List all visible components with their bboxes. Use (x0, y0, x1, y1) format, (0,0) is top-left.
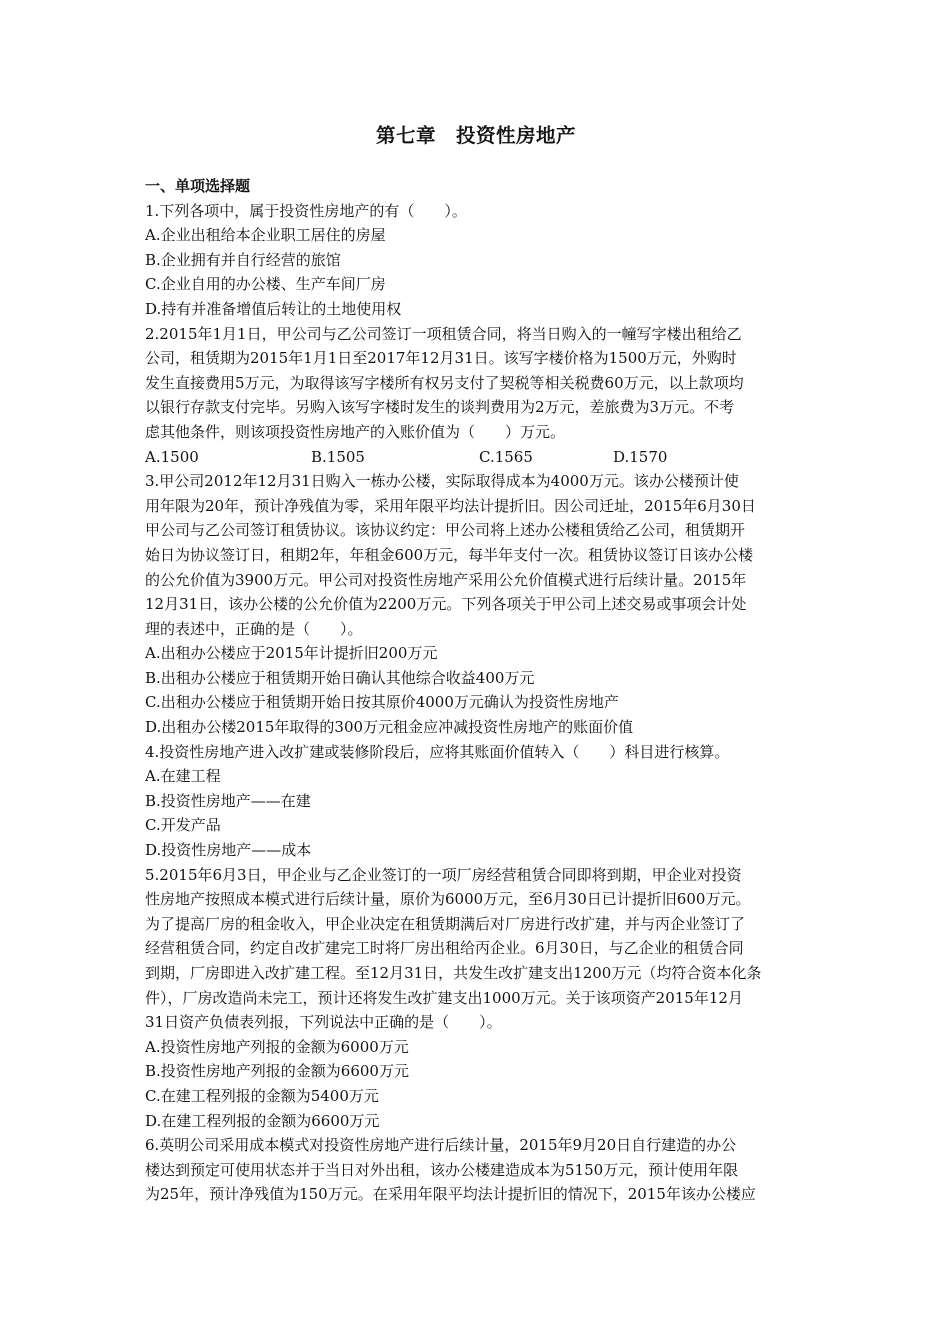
question-stem-line: 用年限为20年，预计净残值为零，采用年限平均法计提折旧。因公司迁址，2015年6月30日 (145, 496, 756, 515)
option-b: B.投资性房地产列报的金额为6600万元 (145, 1062, 409, 1081)
question-2 (145, 322, 807, 470)
question-3 (145, 469, 807, 740)
section-heading: 一、单项选择题 (145, 177, 251, 195)
question-stem-line: 虑其他条件，则该项投资性房地产的入账价值为（ ）万元。 (145, 422, 566, 441)
option-b: B.1505 (311, 447, 365, 466)
question-5 (145, 863, 807, 1134)
option-a: A.在建工程 (145, 767, 221, 786)
question-1 (145, 199, 807, 322)
question-stem-line: 公司，租赁期为2015年1月1日至2017年12月31日。该写字楼价格为1500万元，外购时 (145, 349, 737, 368)
question-stem-line: 2.2015年1月1日，甲公司与乙公司签订一项租赁合同，将当日购入的一幢写字楼出租给乙 (145, 324, 742, 343)
question-stem-line: 31日资产负债表列报，下列说法中正确的是（ ）。 (145, 1013, 502, 1032)
option-a: A.企业出租给本企业职工居住的房屋 (145, 226, 386, 245)
question-stem-line: 楼达到预定可使用状态并于当日对外出租，该办公楼建造成本为5150万元，预计使用年限 (145, 1160, 739, 1179)
option-d: D.1570 (613, 447, 668, 466)
option-c: C.出租办公楼应于租赁期开始日按其原价4000万元确认为投资性房地产 (145, 693, 619, 712)
question-stem-line: 6.英明公司采用成本模式对投资性房地产进行后续计量，2015年9月20日自行建造的办公 (145, 1136, 737, 1155)
option-d: D.在建工程列报的金额为6600万元 (145, 1111, 380, 1130)
option-b: B.出租办公楼应于租赁期开始日确认其他综合收益400万元 (145, 668, 535, 687)
question-stem-line: 性房地产按照成本模式进行后续计量，原价为6000万元，至6月30日已计提折旧600万元。 (145, 890, 751, 909)
question-stem-line: 12月31日，该办公楼的公允价值为2200万元。下列各项关于甲公司上述交易或事项会计处 (145, 595, 747, 614)
document-body (145, 174, 807, 1207)
options-row (145, 445, 807, 470)
option-b: B.投资性房地产——在建 (145, 791, 311, 810)
option-c: C.企业自用的办公楼、生产车间厂房 (145, 275, 386, 294)
chapter-title: 第七章 投资性房地产 (375, 124, 576, 147)
question-6 (145, 1133, 807, 1207)
option-a: A.1500 (145, 447, 199, 466)
question-stem-line: 到期，厂房即进入改扩建工程。至12月31日，共发生改扩建支出1200万元（均符合资本化条 (145, 964, 762, 982)
option-d: D.出租办公楼2015年取得的300万元租金应冲减投资性房地产的账面价值 (145, 718, 634, 737)
question-stem-line: 为25年，预计净残值为150万元。在采用年限平均法计提折旧的情况下，2015年该办公楼应 (145, 1185, 756, 1204)
option-a: A.投资性房地产列报的金额为6000万元 (145, 1037, 409, 1056)
question-stem: 4.投资性房地产进入改扩建或装修阶段后，应将其账面价值转入（ ）科目进行核算。 (145, 742, 730, 761)
option-c: C.开发产品 (145, 816, 221, 835)
question-stem-line: 理的表述中，正确的是（ ）。 (145, 619, 363, 638)
option-d: D.投资性房地产——成本 (145, 841, 312, 860)
question-stem-line: 经营租赁合同，约定自改扩建完工时将厂房出租给丙企业。6月30日，与乙企业的租赁合同 (145, 939, 744, 958)
question-stem-line: 以银行存款支付完毕。另购入该写字楼时发生的谈判费用为2万元，差旅费为3万元。不考 (145, 398, 735, 417)
option-c: C.1565 (479, 447, 533, 466)
question-stem: 1.下列各项中，属于投资性房地产的有（ ）。 (145, 201, 467, 220)
question-stem-line: 为了提高厂房的租金收入，甲企业决定在租赁期满后对厂房进行改扩建，并与丙企业签订了 (145, 914, 746, 933)
question-stem-line: 发生直接费用5万元，为取得该写字楼所有权另支付了契税等相关税费60万元，以上款项均 (145, 373, 744, 392)
question-stem-line: 甲公司与乙公司签订租赁协议。该协议约定：甲公司将上述办公楼租赁给乙公司，租赁期开 (145, 521, 746, 540)
question-stem-line: 的公允价值为3900万元。甲公司对投资性房地产采用公允价值模式进行后续计量。2015年 (145, 570, 747, 589)
question-4 (145, 740, 807, 863)
question-stem-line: 5.2015年6月3日，甲企业与乙企业签订的一项厂房经营租赁合同即将到期，甲企业对投资 (145, 865, 742, 884)
option-c: C.在建工程列报的金额为5400万元 (145, 1086, 379, 1105)
question-stem-line: 3.甲公司2012年12月31日购入一栋办公楼，实际取得成本为4000万元。该办公楼预计使 (145, 472, 739, 491)
option-d: D.持有并准备增值后转让的土地使用权 (145, 299, 402, 318)
question-stem-line: 件），厂房改造尚未完工，预计还将发生改扩建支出1000万元。关于该项资产2015年12月 (145, 988, 743, 1007)
option-b: B.企业拥有并自行经营的旅馆 (145, 250, 341, 269)
question-stem-line: 始日为协议签订日，租期2年，年租金600万元，每半年支付一次。租赁协议签订日该办公楼 (145, 545, 754, 564)
option-a: A.出租办公楼应于2015年计提折旧200万元 (145, 644, 438, 663)
